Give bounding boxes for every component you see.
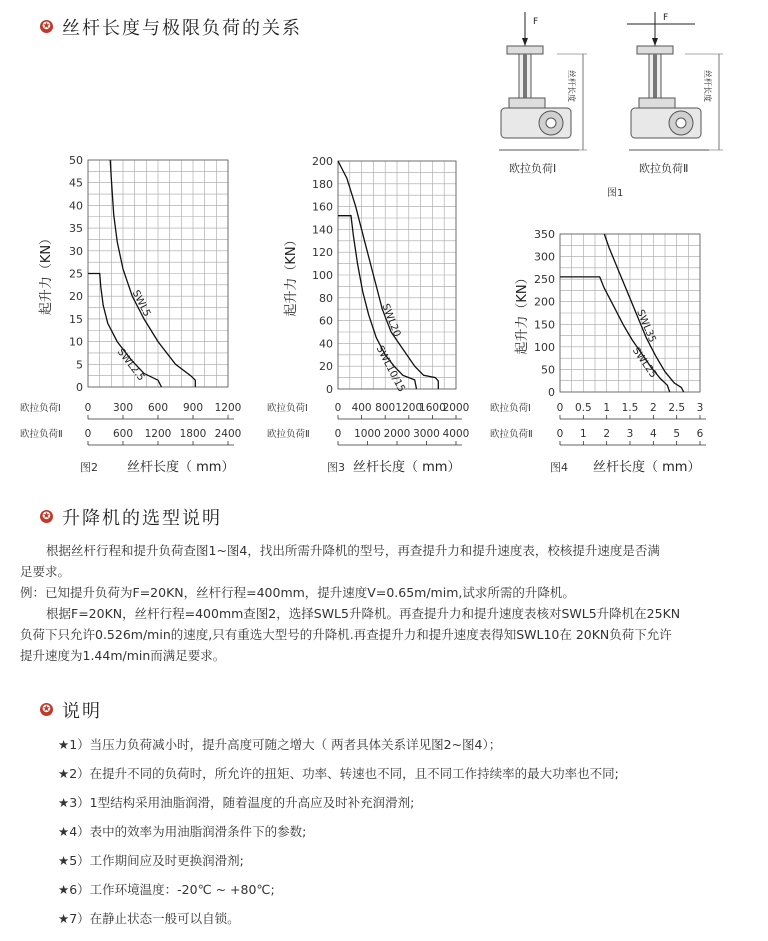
euler-case-2-diagram (627, 12, 723, 150)
euler-axis-tick-label: 0 (334, 428, 342, 440)
euler-axis-tick-label: 0.5 (574, 402, 592, 414)
euler-axis-tick-label: 0 (84, 402, 92, 414)
series-label: SWL20 (379, 302, 403, 339)
y-tick-label: 20 (319, 360, 333, 374)
euler-axis-tick-label: 5 (673, 428, 681, 440)
y-tick-label: 0 (326, 383, 333, 396)
euler-axis-label: 欧拉负荷Ⅰ (490, 403, 531, 414)
section-title-2: 升降机的选型说明 (62, 508, 222, 529)
y-axis-label: 起升力（KN） (515, 271, 530, 355)
euler-axis-label: 欧拉负荷Ⅰ (267, 403, 308, 414)
y-tick-label: 200 (312, 155, 333, 168)
euler-axis-tick-label: 2400 (214, 428, 242, 440)
y-tick-label: 60 (319, 314, 333, 328)
y-tick-label: 35 (69, 222, 83, 236)
note-item: ★5）工作期间应及时更换润滑剂; (58, 853, 244, 868)
chart-figure-4 (488, 222, 733, 485)
figure-caption: 图4 (550, 461, 568, 474)
y-tick-label: 250 (534, 273, 555, 287)
series-label: SWL25 (629, 345, 659, 381)
para-3-cont: 负荷下只允许0.526m/min的速度,只有重选大型号的升降机.再查提升力和提升速度表得知SWL10在 20KN负荷下允许 (20, 627, 672, 642)
length-label-right: 丝杆长度 (703, 70, 712, 102)
euler-axis-label: 欧拉负荷Ⅱ (490, 429, 533, 440)
x-axis-label: 丝杆长度（ mm） (353, 460, 461, 475)
euler-axis-label: 欧拉负荷Ⅱ (267, 429, 310, 440)
euler-axis-tick-label: 400 (351, 402, 372, 414)
figure-1-diagram (495, 10, 755, 200)
y-tick-label: 40 (69, 199, 83, 213)
euler-axis-label: 欧拉负荷Ⅰ (20, 403, 61, 414)
y-tick-label: 25 (69, 267, 83, 281)
euler-axis-tick-label: 1000 (354, 428, 381, 440)
series-label: SWL10/15 (373, 344, 407, 395)
para-3-end: 提升速度为1.44m/min而满足要求。 (20, 648, 226, 663)
euler-axis-tick-label: 800 (375, 402, 396, 414)
para-1: 根据丝杆行程和提升负荷查图1~图4，找出所需升降机的型号，再查提升力和提升速度表，校核提升速度是否满 (46, 543, 660, 558)
note-item: ★7）在静止状态一般可以自锁。 (58, 911, 240, 926)
y-tick-label: 120 (312, 246, 333, 260)
section-title-3: 说明 (62, 701, 102, 722)
euler-axis-tick-label: 2 (649, 402, 657, 414)
euler-axis-tick-label: 1200 (214, 402, 242, 414)
euler-axis-tick-label: 2.5 (668, 402, 686, 414)
y-tick-label: 140 (312, 223, 333, 237)
y-tick-label: 50 (69, 154, 83, 167)
euler-axis-tick-label: 600 (147, 402, 169, 414)
euler-axis-label: 欧拉负荷Ⅱ (20, 429, 63, 440)
euler-axis-tick-label: 1 (603, 402, 611, 414)
euler-axis-tick-label: 3000 (413, 428, 440, 440)
series-label: SWL35 (634, 308, 658, 345)
note-item: ★1）当压力负荷减小时，提升高度可随之增大（ 两者具体关系详见图2~图4）； (58, 737, 502, 752)
euler-axis-tick-label: 2000 (383, 428, 411, 440)
force-label-left: F (533, 17, 539, 27)
y-tick-label: 80 (319, 291, 333, 305)
section-title-1: 丝杆长度与极限负荷的关系 (62, 18, 302, 39)
euler-axis-tick-label: 4000 (442, 428, 470, 440)
y-tick-label: 180 (312, 177, 333, 191)
para-2: 例：已知提升负荷为F=20KN，丝杆行程=400mm，提升速度V=0.65m/mim,试求所需的升降机。 (20, 585, 575, 600)
series-label: SWL5 (129, 288, 153, 319)
force-label-right: F (663, 13, 669, 23)
chart-figure-2 (15, 150, 255, 485)
chart-figure-3 (265, 150, 480, 485)
euler-axis-tick-label: 2000 (442, 402, 470, 414)
y-tick-label: 350 (534, 228, 555, 241)
y-tick-label: 200 (534, 295, 555, 309)
figure-caption: 图2 (80, 461, 98, 474)
section-star-icon: ✪ (40, 703, 53, 716)
caption-euler-2: 欧拉负荷Ⅱ (639, 162, 689, 175)
y-tick-label: 30 (69, 244, 83, 258)
section-star-icon: ✪ (40, 510, 53, 523)
euler-axis-tick-label: 0 (334, 402, 342, 414)
y-tick-label: 5 (76, 358, 83, 372)
y-axis-label: 起升力（KN） (284, 233, 299, 317)
euler-case-1-diagram (499, 12, 587, 150)
x-axis-label: 丝杆长度（ mm） (127, 460, 235, 475)
euler-axis-tick-label: 3 (626, 428, 634, 440)
y-tick-label: 0 (76, 381, 83, 394)
euler-axis-tick-label: 900 (182, 402, 204, 414)
euler-axis-tick-label: 0 (556, 428, 564, 440)
y-tick-label: 300 (534, 250, 555, 264)
y-tick-label: 100 (534, 340, 555, 354)
euler-axis-tick-label: 300 (112, 402, 134, 414)
euler-axis-tick-label: 1200 (144, 428, 172, 440)
y-tick-label: 50 (541, 363, 555, 377)
series-label: SWL2.5 (114, 346, 147, 384)
euler-axis-tick-label: 0 (84, 428, 92, 440)
note-item: ★6）工作环境温度：-20℃ ~ +80℃; (58, 882, 275, 897)
y-tick-label: 150 (534, 318, 555, 332)
euler-axis-tick-label: 6 (696, 428, 704, 440)
y-tick-label: 0 (548, 386, 555, 399)
euler-axis-tick-label: 600 (112, 428, 134, 440)
euler-axis-tick-label: 1600 (419, 402, 446, 414)
note-item: ★2）在提升不同的负荷时，所允许的扭矩、功率、转速也不同，且不同工作持续率的最大功率也不同; (58, 766, 619, 781)
figure-1-caption: 图1 (607, 188, 624, 199)
y-tick-label: 160 (312, 200, 333, 214)
euler-axis-tick-label: 0 (556, 402, 564, 414)
length-label-left: 丝杆长度 (567, 70, 576, 102)
figure-caption: 图3 (327, 461, 345, 474)
para-1-cont: 足要求。 (20, 564, 71, 579)
y-tick-label: 10 (69, 335, 83, 349)
para-3: 根据F=20KN，丝杆行程=400mm查图2，选择SWL5升降机。再查提升力和提升速度表核对SWL5升降机在25KN (46, 606, 681, 621)
y-tick-label: 45 (69, 176, 83, 190)
y-tick-label: 15 (69, 312, 83, 326)
euler-axis-tick-label: 1 (579, 428, 587, 440)
caption-euler-1: 欧拉负荷Ⅰ (509, 162, 557, 175)
note-item: ★4）表中的效率为用油脂润滑条件下的参数; (58, 824, 307, 839)
y-tick-label: 100 (312, 269, 333, 282)
section-star-icon: ✪ (40, 20, 53, 33)
note-item: ★3）1型结构采用油脂润滑，随着温度的升高应及时补充润滑剂; (58, 795, 415, 810)
euler-axis-tick-label: 4 (649, 428, 657, 440)
y-tick-label: 20 (69, 290, 83, 304)
euler-axis-tick-label: 3 (696, 402, 704, 414)
euler-axis-tick-label: 1800 (179, 428, 207, 440)
y-tick-label: 40 (319, 337, 333, 351)
euler-axis-tick-label: 2 (603, 428, 611, 440)
euler-axis-tick-label: 1200 (395, 402, 423, 414)
euler-axis-tick-label: 1.5 (621, 402, 639, 414)
x-axis-label: 丝杆长度（ mm） (593, 460, 701, 475)
y-axis-label: 起升力（KN） (39, 231, 54, 316)
